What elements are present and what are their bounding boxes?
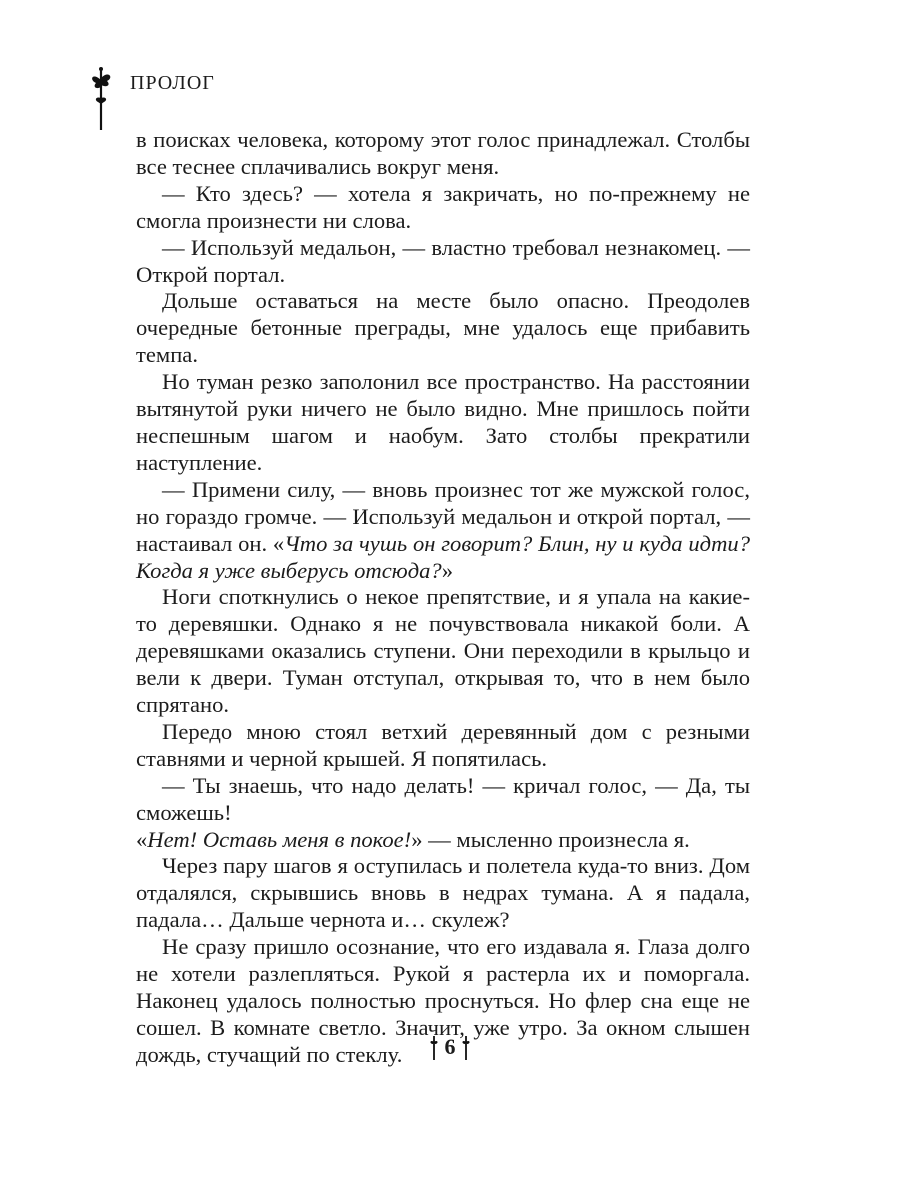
paragraph: — Примени силу, — вновь произнес тот же мужской голос, но гораздо громче. — Используй медальон и открой портал, — настаивал он. «Что за чушь он говорит? Блин, ну и куда идти? Когда я уже выберусь отсюда?» bbox=[136, 476, 750, 583]
paragraph: в поисках человека, которому этот голос принадлежал. Столбы все теснее сплачивались вокруг меня. bbox=[136, 127, 750, 179]
body-text bbox=[136, 127, 750, 1069]
paragraph: Ноги споткнулись о некое препятствие, и я упала на какие-то деревяшки. Однако я не почувствовала никакой боли. А деревяшками оказались ступени. Они переходили в крыльцо и вели к двери. Туман отступал, открывая то, что в нем было спрятано. bbox=[136, 584, 750, 718]
paragraph: — Ты знаешь, что надо делать! — кричал голос, — Да, ты сможешь! bbox=[136, 772, 750, 825]
paragraph: Но туман резко заполонил все пространство. На расстоянии вытянутой руки ничего не было видно. Мне пришлось пойти неспешным шагом и наобум. Зато столбы прекратили наступление. bbox=[136, 369, 750, 475]
folio-ornament-left-icon bbox=[429, 1035, 439, 1061]
italic-thought: Нет! Оставь меня в покое! bbox=[147, 826, 412, 852]
paragraph: — Кто здесь? — хотела я закричать, но по-прежнему не смогла произнести ни слова. bbox=[136, 180, 750, 233]
italic-thought: Что за чушь он говорит? Блин, ну и куда идти? Когда я уже выберусь отсюда? bbox=[136, 530, 750, 583]
paragraph: Передо мною стоял ветхий деревянный дом с резными ставнями и черной крышей. Я попятилась. bbox=[136, 718, 750, 771]
paragraph: Дольше оставаться на месте было опасно. Преодолев очередные бетонные преграды, мне удалось еще прибавить темпа. bbox=[136, 288, 750, 368]
paragraph: Через пару шагов я оступилась и полетела куда-то вниз. Дом отдалялся, скрывшись вновь в недрах тумана. А я падала, падала… Дальше чернота и… скулеж? bbox=[136, 853, 750, 933]
running-header: ПРОЛОГ bbox=[130, 72, 215, 94]
paragraph: — Используй медальон, — властно требовал незнакомец. — Открой портал. bbox=[136, 234, 750, 287]
paragraph: Не сразу пришло осознание, что его издавала я. Глаза долго не хотели разлепляться. Рукой я растерла их и поморгала. Наконец удалось полностью проснуться. Но флер сна еще не сошел. В комнате светло. Значит, уже утро. За окном слышен дождь, стучащий по стеклу. bbox=[136, 934, 750, 1067]
folio-ornament-right-icon bbox=[461, 1035, 471, 1061]
paragraph: «Нет! Оставь меня в покое!» — мысленно произнесла я. bbox=[136, 826, 690, 852]
ornament-icon bbox=[86, 66, 116, 132]
page-number: 6 bbox=[0, 1034, 900, 1061]
